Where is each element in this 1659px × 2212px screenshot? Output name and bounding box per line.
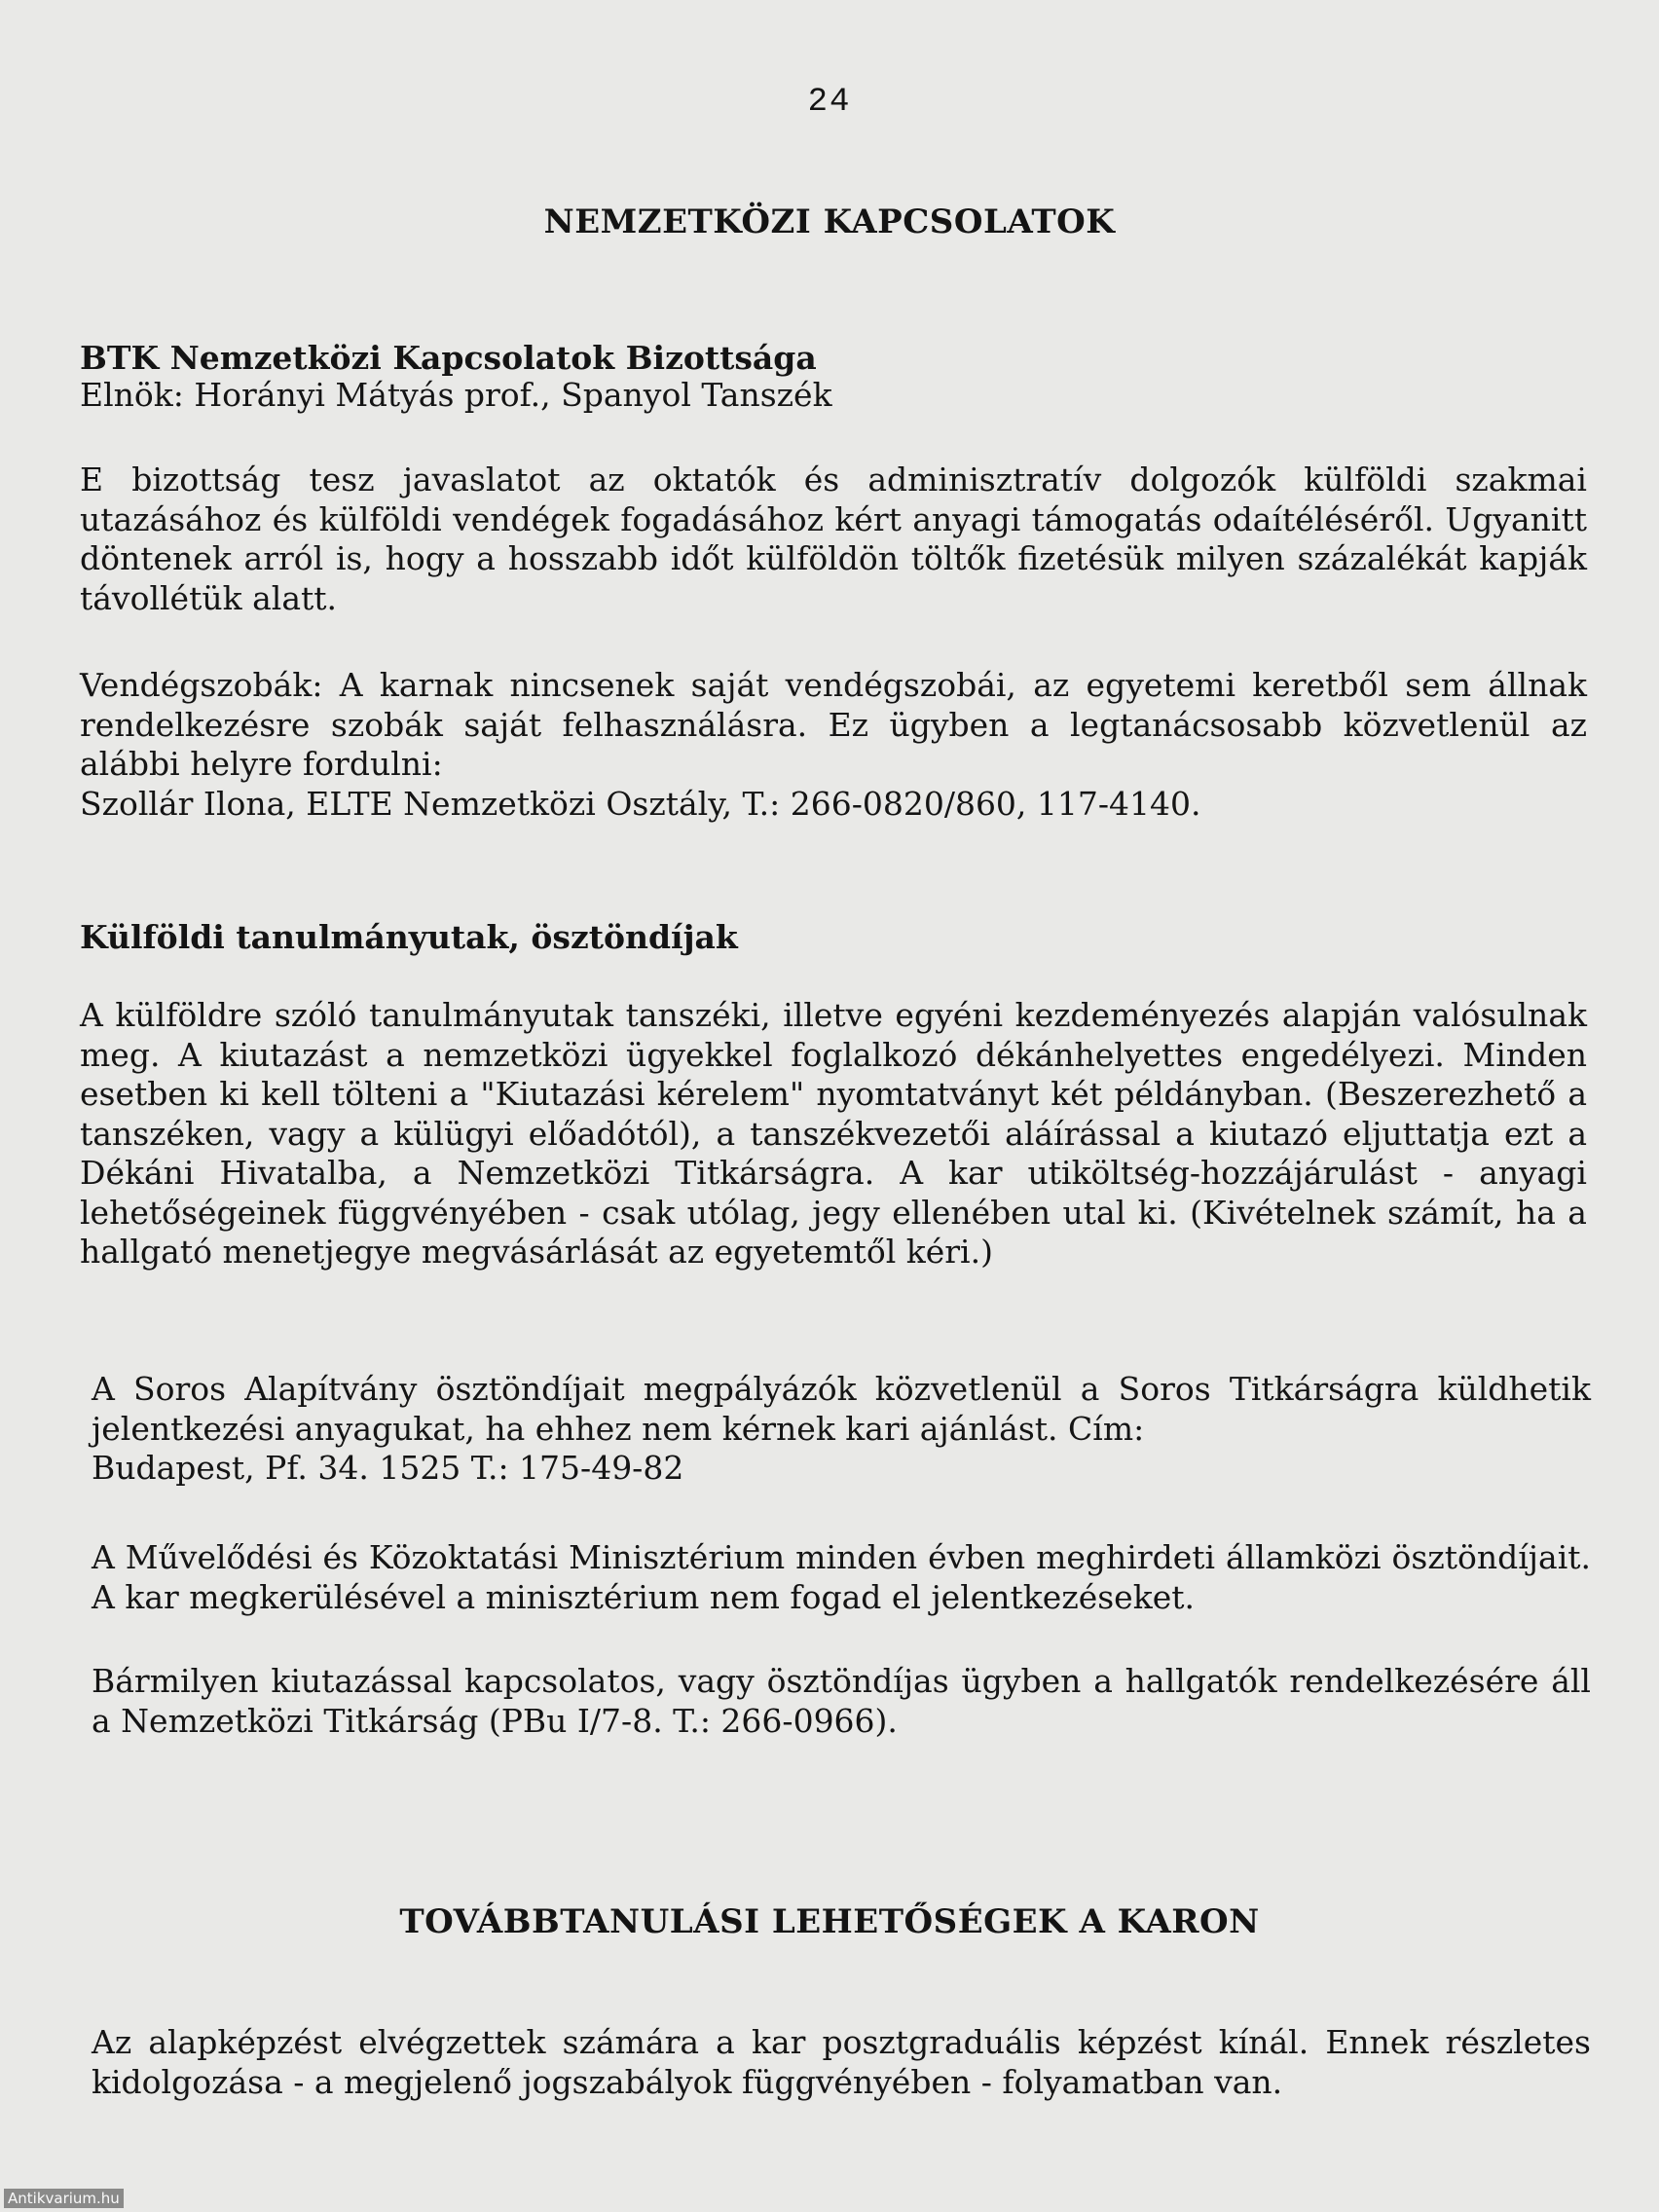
study-trips-paragraph-3: A Művelődési és Közoktatási Minisztérium minden évben meghirdeti államközi ösztöndíjait. A kar megkerülésével a minisztérium nem fogad el jelentkezéseket. (92, 1538, 1591, 1616)
study-trips-paragraph-4: Bármilyen kiutazással kapcsolatos, vagy ösztöndíjas ügyben a hallgatók rendelkezésére áll a Nemzetközi Titkárság (PBu I/7-8. T.: 266-0966). (92, 1662, 1591, 1740)
guestrooms-block (80, 666, 1587, 824)
page-number: 24 (807, 84, 852, 121)
guestrooms-contact: Szollár Ilona, ELTE Nemzetközi Osztály, T.: 266-0820/860, 117-4140. (80, 784, 1201, 823)
watermark: Antikvarium.hu (4, 2189, 124, 2208)
soros-block (92, 1370, 1591, 1488)
study-trips-paragraph-2: A Soros Alapítvány ösztöndíjait megpályázók közvetlenül a Soros Titkárságra küldhetik jelentkezési anyagukat, ha ehhez nem kérnek kari ajánlást. Cím: (92, 1370, 1591, 1448)
soros-address: Budapest, Pf. 34. 1525 T.: 175-49-82 (92, 1449, 684, 1487)
study-trips-paragraph-1: A külföldre szóló tanulmányutak tanszéki, illetve egyéni kezdeményezés alapján valósulnak meg. A kiutazást a nemzetközi ügyekkel foglalkozó dékánhelyettes engedélyezi. Minden esetben ki kell tölteni a "Kiutazási kérelem" nyomtatványt két példányban. (Beszerezhető a tanszéken, vagy a külügyi előadótól), a tanszékvezetői aláírással a kiutazó eljuttatja ezt a Dékáni Hivatalba, a Nemzetközi Titkárságra. A kar utiköltség-hozzájárulást - anyagi lehetőségeinek függvényében - csak utólag, jegy ellenében utal ki. (Kivételnek számít, ha a hallgató menetjegye megvásárlását az egyetemtől kéri.) (80, 996, 1587, 1271)
further-study-paragraph: Az alapképzést elvégzettek számára a kar posztgraduális képzést kínál. Ennek részletes kidolgozása - a megjelenő jogszabályok függvényében - folyamatban van. (92, 2023, 1591, 2101)
committee-paragraph: E bizottság tesz javaslatot az oktatók és adminisztratív dolgozók külföldi szakmai utazásához és külföldi vendégek fogadásához kért anyagi támogatás odaítéléséről. Ugyanitt döntenek arról is, hogy a hosszabb időt külföldön töltők fizetésük milyen százalékát kapják távollétük alatt. (80, 461, 1587, 617)
committee-chair: Elnök: Horányi Mátyás prof., Spanyol Tanszék (80, 376, 832, 414)
section-title-further-study: TOVÁBBTANULÁSI LEHETŐSÉGEK A KARON (399, 1902, 1260, 1941)
section-title-international: NEMZETKÖZI KAPCSOLATOK (543, 203, 1116, 241)
committee-block (80, 340, 1587, 414)
study-trips-title: Külföldi tanulmányutak, ösztöndíjak (80, 918, 738, 956)
guestrooms-paragraph: Vendégszobák: A karnak nincsenek saját vendégszobái, az egyetemi keretből sem állnak rendelkezésre szobák saját felhasználásra. Ez ügyben a legtanácsosabb közvetlenül az alábbi helyre fordulni: (80, 666, 1587, 783)
committee-title: BTK Nemzetközi Kapcsolatok Bizottsága (80, 339, 817, 377)
